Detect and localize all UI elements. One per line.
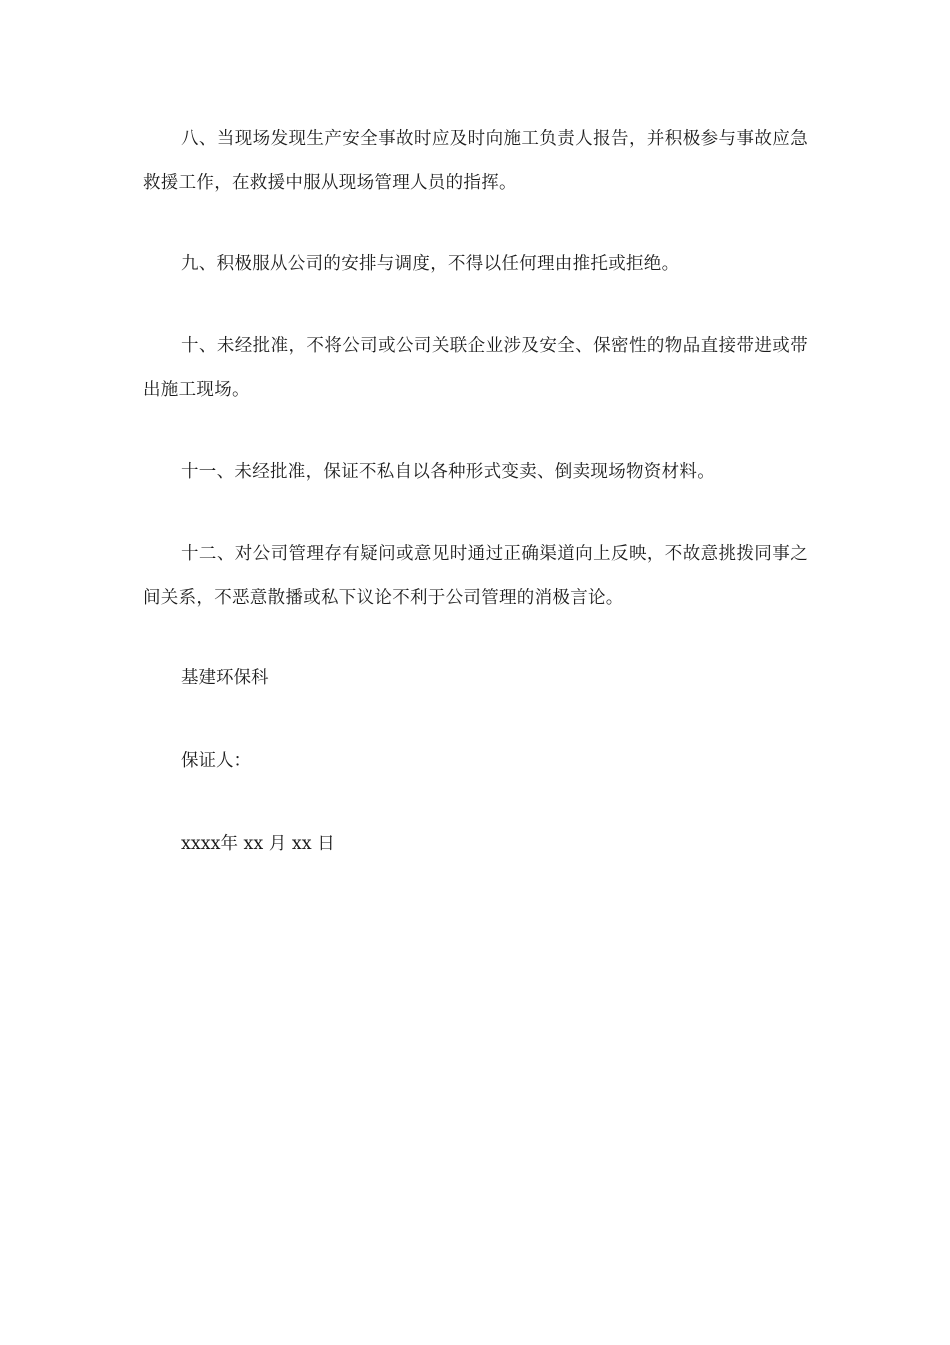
clause-9: 九、积极服从公司的安排与调度，不得以任何理由推托或拒绝。 [181, 254, 680, 274]
department-name: 基建环保科 [181, 668, 269, 688]
signature-date: xxxx年 xx 月 xx 日 [181, 834, 335, 854]
clause-11: 十一、未经批准，保证不私自以各种形式变卖、倒卖现场物资材料。 [181, 462, 715, 482]
clause-10: 十、未经批准，不将公司或公司关联企业涉及安全、保密性的物品直接带进或带出施工现场。 [143, 336, 808, 400]
guarantor-label: 保证人： [181, 751, 251, 771]
clause-12: 十二、对公司管理存有疑问或意见时通过正确渠道向上反映，不故意挑拨同事之间关系，不恶意散播或私下议论不利于公司管理的消极言论。 [143, 544, 808, 608]
clause-8: 八、当现场发现生产安全事故时应及时向施工负责人报告，并积极参与事故应急救援工作，在救援中服从现场管理人员的指挥。 [143, 129, 808, 193]
